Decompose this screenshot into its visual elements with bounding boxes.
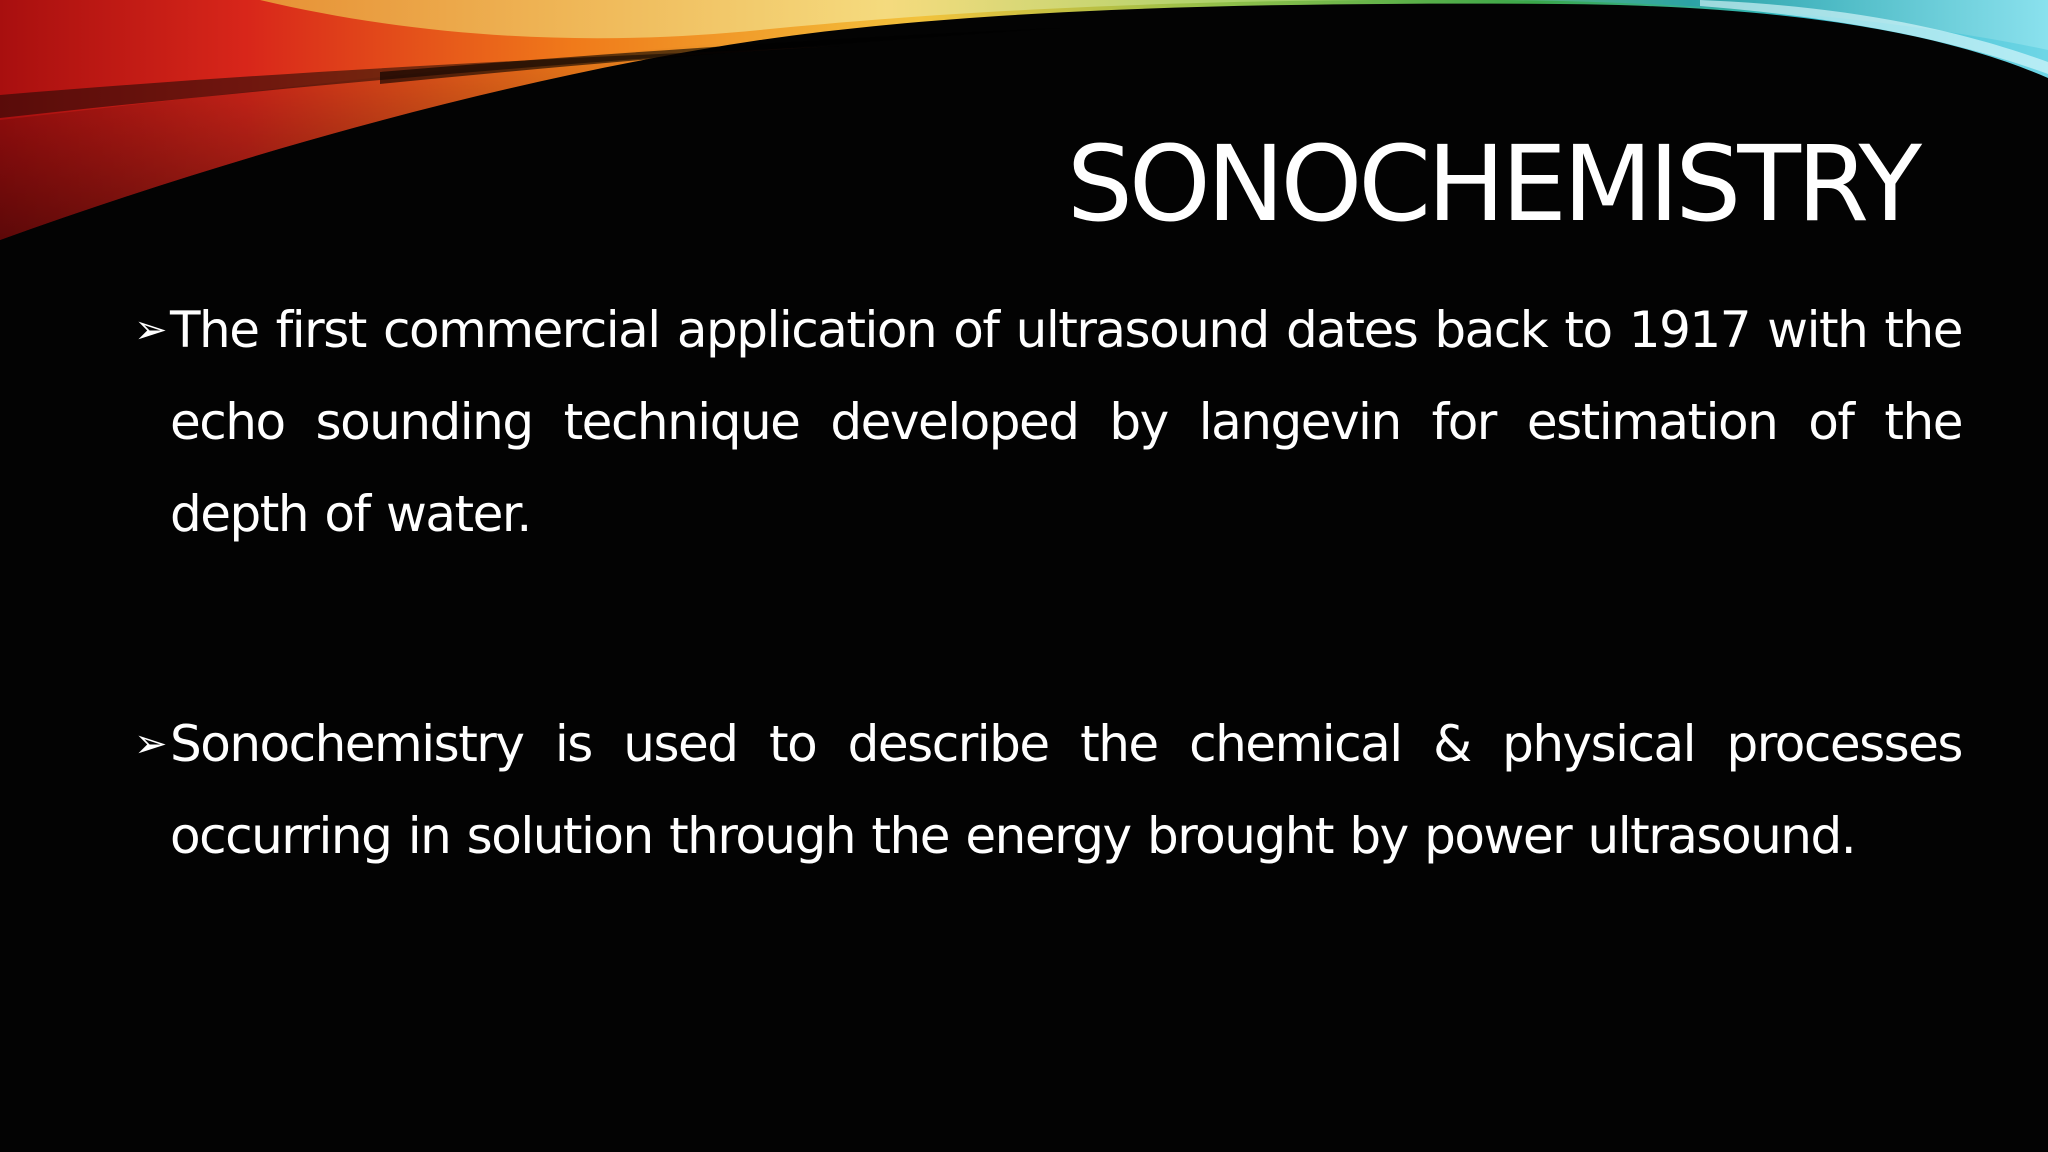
bullet-item xyxy=(134,698,1962,882)
bullet-text: Sonochemistry is used to describe the chemical & physical processes occurring in solution through the energy brought by power ultrasound. xyxy=(170,715,1962,865)
bullet-list xyxy=(134,284,1962,882)
bullet-text: The first commercial application of ultrasound dates back to 1917 with the echo sounding technique developed by langevin for estimation of the depth of water. xyxy=(170,301,1962,543)
arrow-bullet-icon: ➢ xyxy=(134,307,167,353)
slide-title: SONOCHEMISTRY xyxy=(1066,123,1918,245)
arrow-bullet-icon: ➢ xyxy=(134,721,167,767)
bullet-item xyxy=(134,284,1962,560)
